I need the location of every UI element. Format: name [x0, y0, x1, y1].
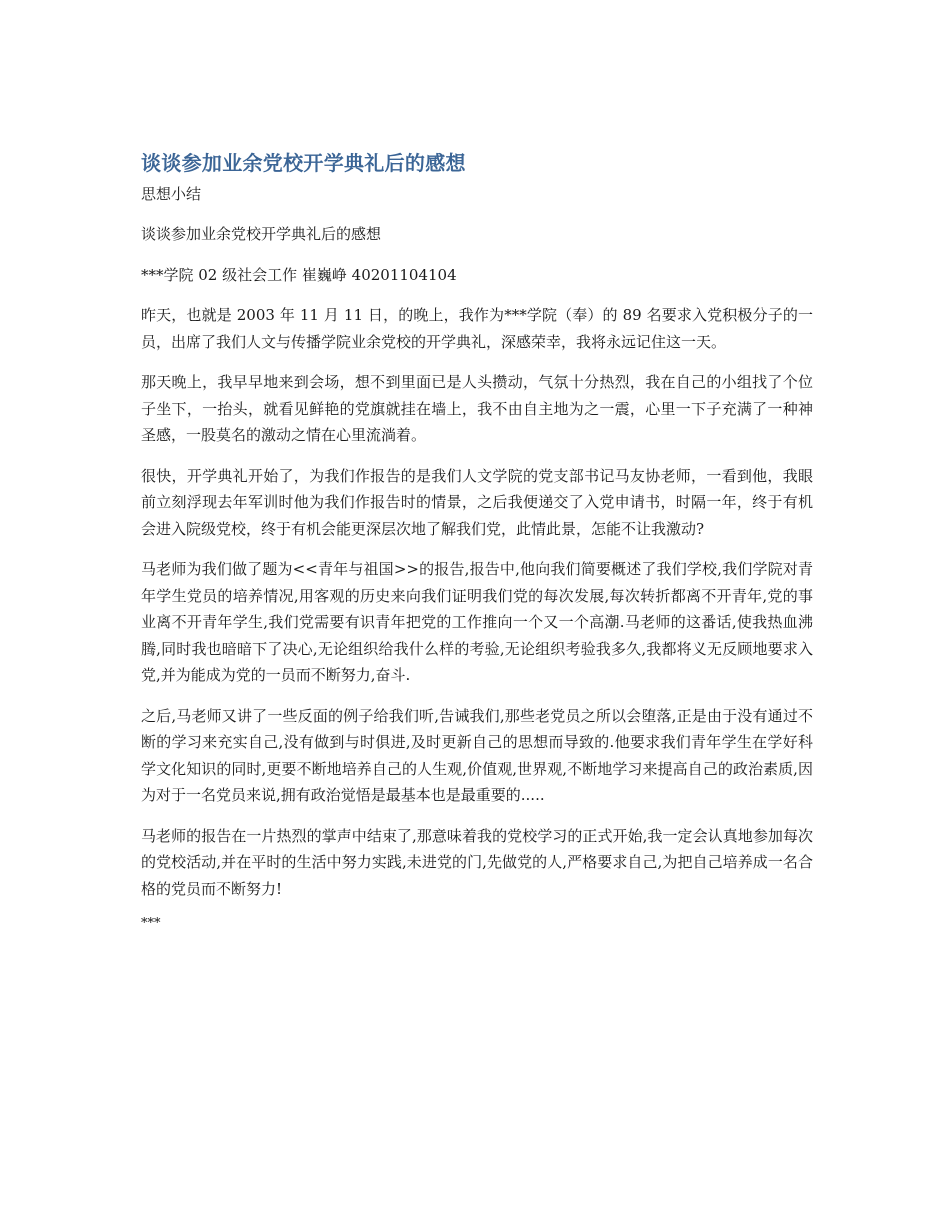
document-page: [141, 148, 813, 936]
paragraph-body-3: 很快，开学典礼开始了，为我们作报告的是我们人文学院的党支部书记马友协老师，一看到他，我眼前立刻浮现去年军训时他为我们作报告时的情景，之后我便递交了入党申请书，时隔一年，终于有机会进入院级党校，终于有机会能更深层次地了解我们党，此情此景，怎能不让我激动?: [141, 466, 813, 538]
paragraph-body-2: 那天晚上，我早早地来到会场，想不到里面已是人头攒动，气氛十分热烈，我在自己的小组找了个位子坐下，一抬头，就看见鲜艳的党旗就挂在墙上，我不由自主地为之一震，心里一下子充满了一种神圣感，一股莫名的激动之情在心里流淌着。: [141, 373, 813, 444]
paragraph-body-6: 马老师的报告在一片热烈的掌声中结束了,那意味着我的党校学习的正式开始,我一定会认真地参加每次的党校活动,并在平时的生活中努力实践,未进党的门,先做党的人,严格要求自己,为把自己培养成一名合格的党员而不断努力!: [141, 826, 813, 898]
paragraph-author: ***学院 02 级社会工作 崔巍峥 40201104104: [141, 265, 457, 284]
paragraph-body-5: 之后,马老师又讲了一些反面的例子给我们听,告诫我们,那些老党员之所以会堕落,正是由于没有通过不断的学习来充实自己,没有做到与时俱进,及时更新自己的思想而导致的.他要求我们青年学生在学好科学文化知识的同时,更要不断地培养自己的人生观,价值观,世界观,不断地学习来提高自己的政治素质,因为对于一名党员来说,拥有政治觉悟是最基本也是最重要的.....: [141, 706, 813, 804]
paragraph-body-4: 马老师为我们做了题为<<青年与祖国>>的报告,报告中,他向我们简要概述了我们学校,我们学院对青年学生党员的培养情况,用客观的历史来向我们证明我们党的每次发展,每次转折都离不开青年,党的事业离不开青年学生,我们党需要有识青年把党的工作推向一个又一个高潮.马老师的这番话,使我热血沸腾,同时我也暗暗下了决心,无论组织给我什么样的考验,无论组织考验我多久,我都将义无反顾地要求入党,并为能成为党的一员而不断努力,奋斗.: [141, 560, 813, 684]
document-category: 思想小结: [141, 185, 202, 203]
paragraph-body-1: 昨天，也就是 2003 年 11 月 11 日，的晚上，我作为***学院（奉）的 89 名要求入党积极分子的一员，出席了我们人文与传播学院业余党校的开学典礼，深感荣幸，我将永远记住这一天。: [141, 306, 813, 351]
paragraph-heading: 谈谈参加业余党校开学典礼后的感想: [141, 225, 382, 243]
document-title: 谈谈参加业余党校开学典礼后的感想: [141, 151, 466, 175]
closing-mark: ***: [141, 916, 161, 931]
